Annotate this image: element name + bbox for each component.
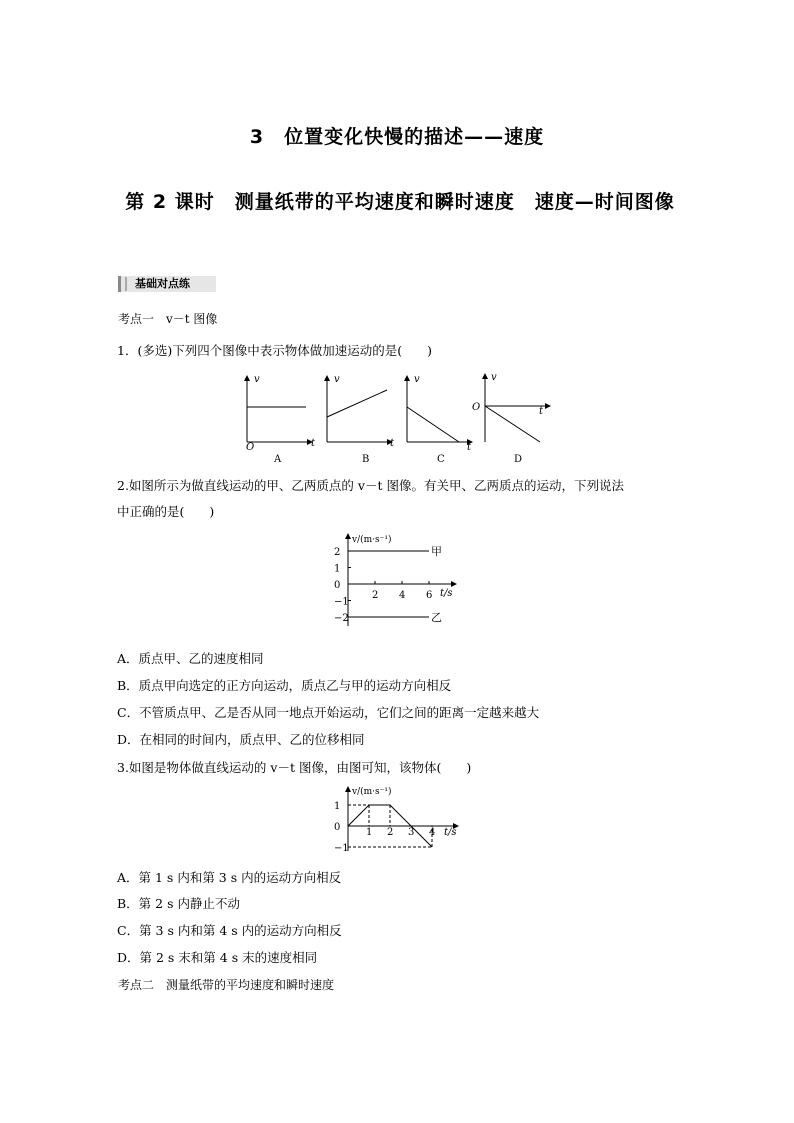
graph-b (327, 374, 395, 465)
q3-xlabel: t/s (444, 827, 457, 838)
question-2-stem-line1: 2.如图所示为做直线运动的甲、乙两质点的 v－t 图像。有关甲、乙两质点的运动，下列说法 (117, 478, 624, 493)
q3-xtick-label: 4 (429, 827, 436, 838)
graph-c (407, 374, 472, 465)
svg-text:v: v (414, 374, 420, 385)
q2-ylabel: v/(m·s⁻¹) (352, 535, 392, 545)
graph-label: B (362, 454, 370, 465)
q2-ytick-label: 1 (334, 563, 341, 575)
q3-ylabel: v/(m·s⁻¹) (352, 787, 392, 797)
q3-ytick-label: 1 (334, 801, 341, 812)
question-2-stem-line2: 中正确的是( ) (117, 504, 215, 519)
q2-xtick-label: 2 (372, 590, 379, 601)
q1-graphs (230, 370, 560, 470)
graph-label: A (274, 454, 282, 465)
svg-text:O: O (246, 442, 255, 453)
graph-d (472, 372, 550, 465)
svg-text:O: O (472, 402, 481, 413)
q2-xtick-label: 4 (399, 590, 406, 601)
chapter-title: 3 位置变化快慢的描述——速度 (249, 126, 545, 148)
q2-ytick-label: 0 (334, 580, 341, 591)
q2-series-label: 甲 (431, 545, 442, 558)
svg-text:t: t (539, 406, 544, 417)
question-3-option-b: B．第 2 s 内静止不动 (117, 896, 240, 911)
q3-graph (330, 783, 470, 855)
q3-xtick-label: 2 (387, 827, 394, 838)
question-1-stem: 1．(多选)下列四个图像中表示物体做加速运动的是( ) (117, 343, 432, 358)
question-2-option-c: C．不管质点甲、乙是否从同一地点开始运动，它们之间的距离一定越来越大 (117, 705, 540, 720)
section-heading-2: 考点二 测量纸带的平均速度和瞬时速度 (118, 978, 335, 992)
axis-v: v (254, 374, 260, 385)
q2-series-label: 乙 (431, 611, 442, 624)
question-2-option-d: D．在相同的时间内，质点甲、乙的位移相同 (117, 732, 365, 747)
graph-label: D (514, 454, 523, 465)
q3-xtick-label: 3 (408, 827, 415, 838)
lesson-title: 第 2 课时 测量纸带的平均速度和瞬时速度 速度—时间图像 (125, 191, 675, 213)
section-heading-1: 考点一 v－t 图像 (118, 312, 218, 326)
q2-graph (330, 530, 470, 630)
svg-text:v: v (491, 372, 497, 383)
question-3-stem: 3.如图是物体做直线运动的 v－t 图像，由图可知，该物体( ) (117, 760, 472, 775)
question-2-option-a: A．质点甲、乙的速度相同 (117, 651, 264, 666)
q3-xtick-label: 1 (366, 827, 373, 838)
q2-ytick-label: −1 (334, 596, 349, 608)
q3-ytick-label: 0 (334, 822, 341, 833)
graph-a (246, 374, 316, 465)
q2-xlabel: t/s (440, 588, 453, 599)
q2-ytick-label: 2 (334, 547, 341, 558)
q2-ytick-label: −2 (334, 613, 349, 624)
question-2-option-b: B．质点甲向选定的正方向运动，质点乙与甲的运动方向相反 (117, 678, 452, 693)
svg-text:t: t (311, 438, 316, 449)
section-tag: 基础对点练 (118, 276, 216, 292)
question-3-option-a: A．第 1 s 内和第 3 s 内的运动方向相反 (117, 870, 342, 885)
question-3-option-d: D．第 2 s 末和第 4 s 末的速度相同 (117, 950, 318, 965)
svg-text:t: t (390, 438, 395, 449)
q3-ytick-label: −1 (334, 843, 349, 854)
svg-text:t: t (467, 442, 472, 453)
graph-label: C (437, 454, 445, 465)
question-3-option-c: C．第 3 s 内和第 4 s 内的运动方向相反 (117, 923, 342, 938)
svg-text:v: v (334, 374, 340, 385)
q2-xtick-label: 6 (426, 590, 433, 601)
